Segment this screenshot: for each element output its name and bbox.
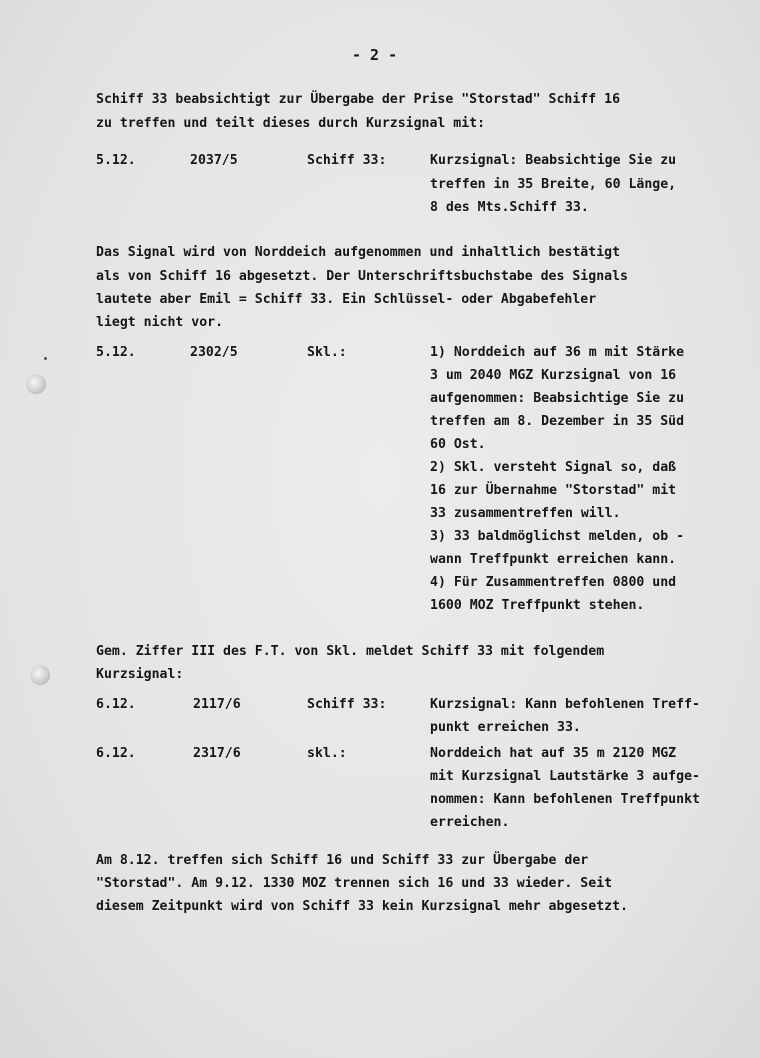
entry1-sender: Schiff 33:: [307, 153, 387, 168]
para4-line-3: diesem Zeitpunkt wird von Schiff 33 kein Kurzsignal mehr abgesetzt.: [96, 899, 628, 914]
punch-hole-bottom: [30, 665, 50, 685]
para2-line-4: liegt nicht vor.: [96, 315, 224, 330]
entry2-text-line-9: 3) 33 baldmöglichst melden, ob -: [430, 529, 685, 544]
para3-line-1: Gem. Ziffer III des F.T. von Skl. meldet Schiff 33 mit folgendem: [96, 644, 605, 659]
para4-line-1: Am 8.12. treffen sich Schiff 16 und Schiff 33 zur Übergabe der: [96, 853, 589, 868]
entry3-text-line-1: Kurzsignal: Kann befohlenen Treff-: [430, 697, 700, 712]
entry4-sender: skl.:: [307, 746, 347, 761]
para3-line-2: Kurzsignal:: [96, 667, 184, 682]
entry3-time: 2117/6: [193, 697, 241, 712]
entry2-sender: Skl.:: [307, 345, 347, 360]
entry1-text-line-3: 8 des Mts.Schiff 33.: [430, 200, 589, 215]
entry2-text-line-2: 3 um 2040 MGZ Kurzsignal von 16: [430, 368, 677, 383]
entry4-date: 6.12.: [96, 746, 136, 761]
entry2-text-line-7: 16 zur Übernahme "Storstad" mit: [430, 483, 677, 498]
entry2-text-line-8: 33 zusammentreffen will.: [430, 506, 621, 521]
entry3-sender: Schiff 33:: [307, 697, 387, 712]
intro-line-1: Schiff 33 beabsichtigt zur Übergabe der Prise "Storstad" Schiff 16: [96, 92, 621, 107]
paper-speck: [44, 357, 47, 360]
entry1-text-line-1: Kurzsignal: Beabsichtige Sie zu: [430, 153, 677, 168]
entry4-text-line-3: nommen: Kann befohlenen Treffpunkt: [430, 792, 700, 807]
para2-line-1: Das Signal wird von Norddeich aufgenommen und inhaltlich bestätigt: [96, 245, 621, 260]
entry1-date: 5.12.: [96, 153, 136, 168]
entry4-text-line-2: mit Kurzsignal Lautstärke 3 aufge-: [430, 769, 700, 784]
entry1-text-line-2: treffen in 35 Breite, 60 Länge,: [430, 177, 677, 192]
entry4-time: 2317/6: [193, 746, 241, 761]
entry2-text-line-1: 1) Norddeich auf 36 m mit Stärke: [430, 345, 685, 360]
entry3-text-line-2: punkt erreichen 33.: [430, 720, 581, 735]
entry2-text-line-6: 2) Skl. versteht Signal so, daß: [430, 460, 677, 475]
entry2-time: 2302/5: [190, 345, 238, 360]
entry2-text-line-11: 4) Für Zusammentreffen 0800 und: [430, 575, 677, 590]
entry2-text-line-4: treffen am 8. Dezember in 35 Süd: [430, 414, 685, 429]
entry2-text-line-5: 60 Ost.: [430, 437, 486, 452]
entry1-time: 2037/5: [190, 153, 238, 168]
para2-line-2: als von Schiff 16 abgesetzt. Der Unterschriftsbuchstabe des Signals: [96, 269, 628, 284]
entry2-text-line-12: 1600 MOZ Treffpunkt stehen.: [430, 598, 645, 613]
entry2-text-line-3: aufgenommen: Beabsichtige Sie zu: [430, 391, 685, 406]
entry4-text-line-1: Norddeich hat auf 35 m 2120 MGZ: [430, 746, 677, 761]
entry3-date: 6.12.: [96, 697, 136, 712]
entry2-date: 5.12.: [96, 345, 136, 360]
punch-hole-top: [26, 374, 46, 394]
entry2-text-line-10: wann Treffpunkt erreichen kann.: [430, 552, 677, 567]
entry4-text-line-4: erreichen.: [430, 815, 510, 830]
intro-line-2: zu treffen und teilt dieses durch Kurzsignal mit:: [96, 116, 486, 131]
para2-line-3: lautete aber Emil = Schiff 33. Ein Schlüssel- oder Abgabefehler: [96, 292, 597, 307]
para4-line-2: "Storstad". Am 9.12. 1330 MOZ trennen sich 16 und 33 wieder. Seit: [96, 876, 613, 891]
page-number: - 2 -: [352, 46, 398, 64]
